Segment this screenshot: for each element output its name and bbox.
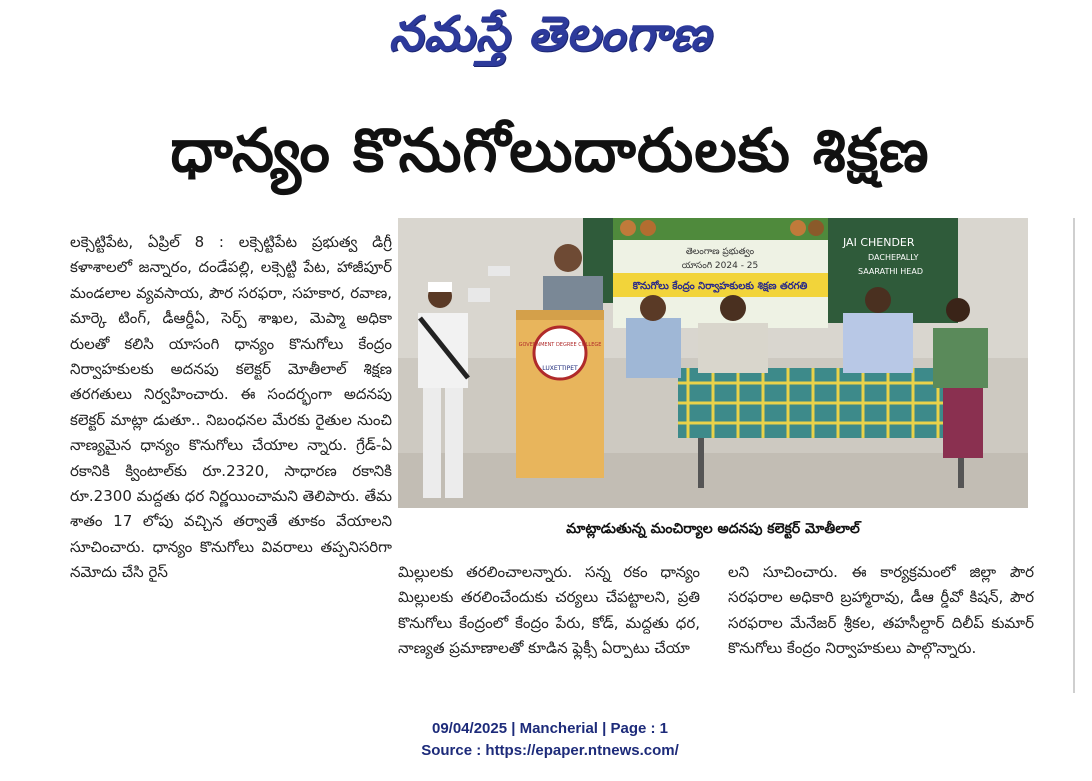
article-column-1: లక్సెట్టిపేట, ఏప్రిల్ 8 : లక్సెట్టిపేట ప్రభుత్వ డిగ్రీ కళాశాలలో జన్నారం, దండేపల్లి, లక్సెట్టి పేట, హాజీపూర్ మండలాల వ్యవసాయ, పౌర సరఫరా, సహకార, రవాణ, మార్కె టింగ్, డీఆర్డీఏ, సెర్ప్ శాఖల, మెప్మా అధికా రులతో కలిసి యాసంగి ధాన్యం కొనుగోలు కేంద్రం నిర్వాహకులకు అదనపు కలెక్టర్ మోతీలాల్ శిక్షణ తరగతులు నిర్వహించారు. ఈ సందర్భంగా అదనపు కలెక్టర్ మాట్లా డుతూ.. నిబంధనల మేరకు రైతుల నుంచి నాణ్యమైన ధాన్యం కొనుగోలు చేయాల న్నారు. గ్రేడ్-ఏ రకానికి క్వింటాల్‌కు రూ.2320, సాధారణ రకానికి రూ.2300 మద్దతు ధర నిర్ణయించామని తెలిపారు. తేమ శాతం 17 లోపు వచ్చిన తర్వాతే తూకం వేయాలని సూచించారు. ధాన్యం కొనుగోలు వివరాలు తప్పనిసరిగా నమోదు చేసి రైస్	[70, 233, 392, 582]
podium-text: GOVERNMENT DEGREE COLLEGE	[518, 342, 602, 348]
article-column-3: లని సూచించారు. ఈ కార్యక్రమంలో జిల్లా పౌర సరఫరాల అధికారి బ్రహ్మారావు, డీఆ ర్డీవో కిషన్, పౌర సరఫరాల మేనేజర్ శ్రీకల, తహసీల్దార్ దిలీప్ కుమార్ కొనుగోలు కేంద్రం నిర్వాహకులు పాల్గొన్నారు.	[728, 563, 1034, 658]
podium-subtext: LUXETTIPET	[542, 365, 578, 372]
footer-date-line: 09/04/2025 | Mancherial | Page : 1	[431, 720, 669, 737]
column-divider	[1073, 218, 1075, 693]
photo-caption: మాట్లాడుతున్న మంచిర్యాల అదనపు కలెక్టర్ మోతీలాల్	[566, 520, 860, 537]
newspaper-masthead: నమస్తే తెలంగాణ	[388, 6, 712, 62]
page-footer	[340, 718, 760, 762]
board-text-3: SAARATHI HEAD	[858, 267, 923, 276]
banner-date: యాసంగి 2024 - 25	[681, 261, 759, 271]
article-headline: ధాన్యం కొనుగోలుదారులకు శిక్షణ	[170, 116, 930, 186]
footer-source-line: Source : https://epaper.ntnews.com/	[421, 742, 679, 759]
banner-subtext: తెలంగాణ ప్రభుత్వం	[685, 247, 755, 257]
photo-illustration	[398, 218, 1028, 508]
article-column-2: మిల్లులకు తరలించాలన్నారు. సన్న రకం ధాన్యం మిల్లులకు తరలించేందుకు చర్యలు చేపట్టాలని, ప్రతి కొనుగోలు కేంద్రంలో కేంద్రం పేరు, కోడ్, మద్దతు ధర, నాణ్యత ప్రమాణాలతో కూడిన ఫ్లెక్సీ ఏర్పాటు చేయా	[398, 563, 700, 658]
article-photo	[398, 218, 1028, 508]
board-text-1: JAI CHENDER	[843, 236, 915, 249]
board-text-2: DACHEPALLY	[868, 253, 919, 262]
banner-text: కొనుగోలు కేంద్రం నిర్వాహకులకు శిక్షణ తరగతి	[632, 281, 808, 292]
